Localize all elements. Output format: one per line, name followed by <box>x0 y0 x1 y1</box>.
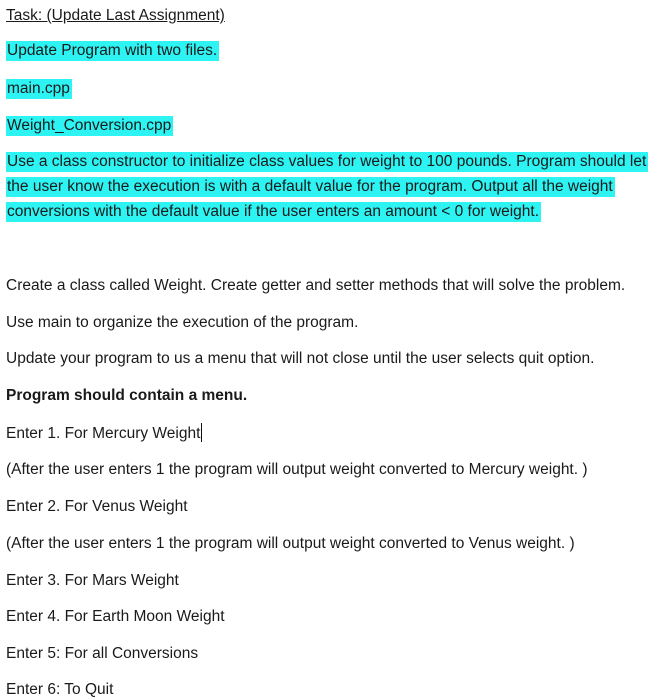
enter-4-line: Enter 4. For Earth Moon Weight <box>6 608 225 625</box>
enter-5-line: Enter 5: For all Conversions <box>6 645 199 662</box>
update-menu-line: Update your program to us a menu that will not close until the user selects quit option. <box>6 350 595 367</box>
create-class-line: Create a class called Weight. Create getter and setter methods that will solve the problem. <box>6 277 626 294</box>
enter-2-line: Enter 2. For Venus Weight <box>6 498 188 515</box>
constructor-paragraph-text-1: Use a class constructor to initialize class values for weight to 100 pounds. Program should let <box>7 153 647 170</box>
constructor-paragraph-line-1 <box>6 152 648 172</box>
update-program-line <box>6 41 219 61</box>
enter-6-line: Enter 6: To Quit <box>6 681 114 698</box>
constructor-paragraph-line-2 <box>6 177 615 197</box>
menu-heading: Program should contain a menu. <box>6 387 248 404</box>
update-program-text: Update Program with two files. <box>7 42 218 59</box>
enter-1-text: Enter 1. For Mercury Weight <box>6 425 201 442</box>
constructor-paragraph-text-3: conversions with the default value if the user enters an amount < 0 for weight. <box>7 203 540 220</box>
task-heading: Task: (Update Last Assignment) <box>6 7 225 24</box>
enter-3-line: Enter 3. For Mars Weight <box>6 572 179 589</box>
enter-2-note: (After the user enters 1 the program will output weight converted to Venus weight. ) <box>6 535 575 552</box>
file-weight-conversion-line <box>6 116 173 136</box>
enter-1-line <box>6 423 202 444</box>
constructor-paragraph-text-2: the user know the execution is with a default value for the program. Output all the weight <box>7 178 613 195</box>
file-main-line <box>6 79 72 99</box>
text-cursor <box>201 423 202 442</box>
enter-1-note: (After the user enters 1 the program will output weight converted to Mercury weight. ) <box>6 461 588 478</box>
constructor-paragraph-line-3 <box>6 202 541 222</box>
file-weight-conversion-text: Weight_Conversion.cpp <box>7 117 172 134</box>
use-main-line: Use main to organize the execution of the program. <box>6 314 359 331</box>
file-main-text: main.cpp <box>7 80 70 97</box>
